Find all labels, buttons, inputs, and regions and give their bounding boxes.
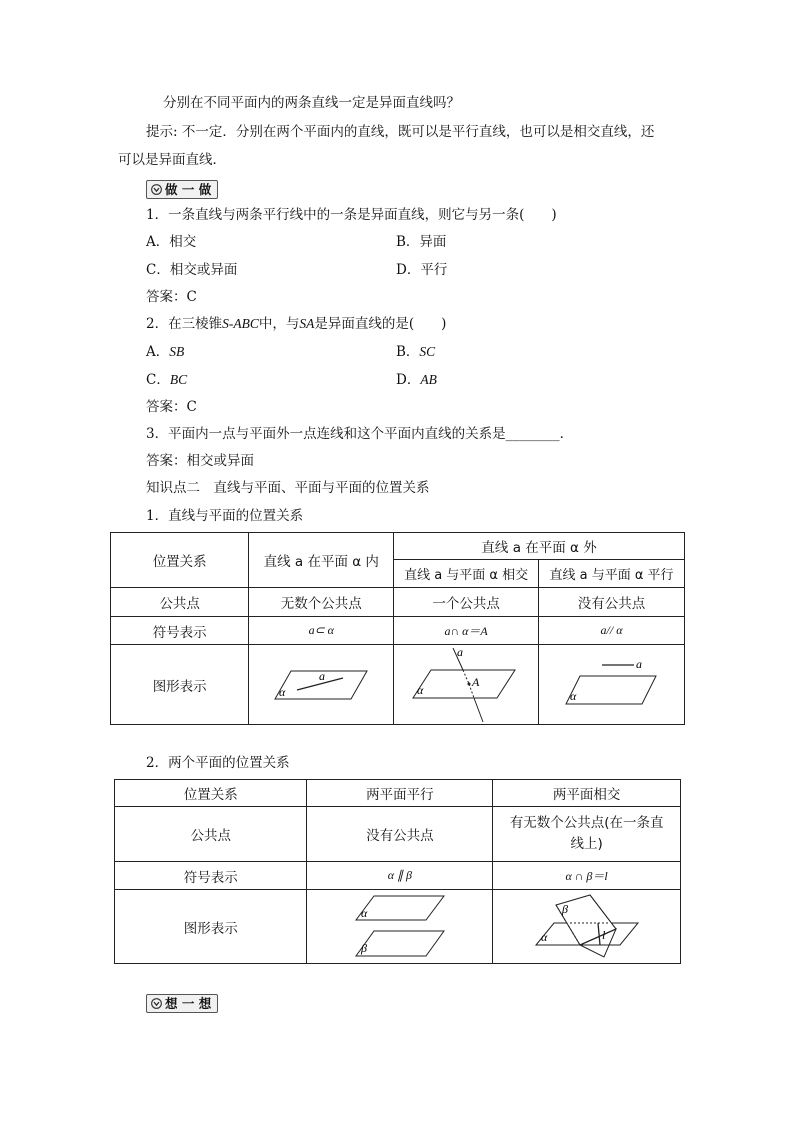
- t1-figure-in: [249, 645, 394, 725]
- q2-option-c: C．BC: [146, 372, 188, 388]
- q2-option-a: A．SB: [146, 344, 185, 360]
- line-intersect-plane-figure: [411, 646, 521, 724]
- t2-symbol-parallel: α ∥ β: [307, 862, 493, 890]
- do-exercise-label: 做 一 做: [165, 182, 212, 197]
- svg-text:α: α: [279, 684, 286, 699]
- chevron-down-icon: [151, 184, 162, 195]
- q2-option-b: B．SC: [396, 344, 436, 360]
- q1-option-c: C．相交或异面: [146, 262, 238, 278]
- q2-stem: 2．在三棱锥S-ABC中，与SA是异面直线的是( ): [146, 316, 447, 332]
- section-heading: 知识点二 直线与平面、平面与平面的位置关系: [146, 480, 430, 496]
- parallel-planes-figure: [352, 893, 448, 961]
- t1-common-point-parallel: 没有公共点: [539, 588, 685, 617]
- line-in-plane-figure: [271, 665, 371, 705]
- q2-option-d: D．AB: [396, 372, 437, 388]
- intro-question: 分别在不同平面内的两条直线一定是异面直线吗？: [163, 95, 460, 111]
- t2-row-common-point-label: 公共点: [115, 807, 307, 862]
- svg-text:a: a: [319, 668, 326, 683]
- t2-header-parallel: 两平面平行: [307, 780, 493, 807]
- q2-answer: 答案：C: [146, 399, 197, 415]
- t1-common-point-in: 无数个公共点: [249, 588, 394, 617]
- svg-text:l: l: [601, 927, 605, 942]
- t1-figure-intersect: [394, 645, 539, 725]
- do-exercise-badge: [146, 180, 218, 199]
- intersecting-planes-figure: [532, 893, 642, 961]
- t1-header-parallel: 直线 a 与平面 α 平行: [539, 560, 685, 588]
- q3-answer: 答案：相交或异面: [146, 453, 254, 469]
- plane-plane-relation-table: [114, 779, 681, 964]
- t1-header-in-plane: 直线 a 在平面 α 内: [249, 533, 394, 588]
- t2-row-figure-label: 图形表示: [115, 890, 307, 964]
- intro-hint-line2: 可以是异面直线．: [118, 152, 226, 168]
- t1-header-intersect: 直线 a 与平面 α 相交: [394, 560, 539, 588]
- svg-text:a: a: [457, 645, 464, 659]
- t1-symbol-parallel: a// α: [539, 617, 685, 645]
- t1-symbol-intersect: a∩ α＝A: [394, 617, 539, 645]
- think-label: 想 一 想: [165, 996, 212, 1011]
- q1-stem: 1．一条直线与两条平行线中的一条是异面直线，则它与另一条( ): [146, 207, 557, 223]
- svg-text:α: α: [360, 905, 368, 920]
- svg-text:a: a: [635, 659, 642, 671]
- t1-header-outside-plane: 直线 a 在平面 α 外: [394, 533, 685, 560]
- q1-option-a: A．相交: [146, 234, 197, 250]
- t2-common-point-intersect: 有无数个公共点(在一条直 线上): [493, 807, 681, 862]
- t1-row-symbol-label: 符号表示: [111, 617, 249, 645]
- subsection-plane-plane: 2．两个平面的位置关系: [146, 755, 290, 771]
- q1-option-d: D．平行: [396, 262, 448, 278]
- svg-text:A: A: [472, 674, 480, 689]
- line-plane-relation-table: [110, 532, 685, 725]
- t2-figure-intersect: [493, 890, 681, 964]
- svg-text:β: β: [561, 901, 568, 916]
- chevron-down-icon: [151, 998, 162, 1009]
- line-parallel-plane-figure: [562, 660, 662, 710]
- intro-hint-line1: 提示: 不一定．分别在两个平面内的直线，既可以是平行直线，也可以是相交直线，还: [146, 124, 655, 140]
- t2-figure-parallel: [307, 890, 493, 964]
- q1-option-b: B．异面: [396, 234, 447, 250]
- t1-header-relation: 位置关系: [111, 533, 249, 588]
- t2-header-relation: 位置关系: [115, 780, 307, 807]
- svg-text:α: α: [417, 682, 424, 697]
- q3-stem: 3．平面内一点与平面外一点连线和这个平面内直线的关系是________．: [146, 426, 574, 442]
- q1-answer: 答案：C: [146, 289, 197, 305]
- think-badge: [146, 994, 218, 1013]
- svg-text:β: β: [360, 940, 367, 955]
- t2-symbol-intersect: α ∩ β＝l: [493, 862, 681, 890]
- subsection-line-plane: 1．直线与平面的位置关系: [146, 508, 304, 524]
- t1-row-figure-label: 图形表示: [111, 645, 249, 725]
- t2-header-intersect: 两平面相交: [493, 780, 681, 807]
- t1-figure-parallel: [539, 645, 685, 725]
- t1-common-point-intersect: 一个公共点: [394, 588, 539, 617]
- t1-symbol-in: a⊂ α: [249, 617, 394, 645]
- svg-text:α: α: [569, 688, 576, 703]
- t2-common-point-parallel: 没有公共点: [307, 807, 493, 862]
- t2-row-symbol-label: 符号表示: [115, 862, 307, 890]
- svg-text:α: α: [540, 929, 547, 944]
- t1-row-common-point-label: 公共点: [111, 588, 249, 617]
